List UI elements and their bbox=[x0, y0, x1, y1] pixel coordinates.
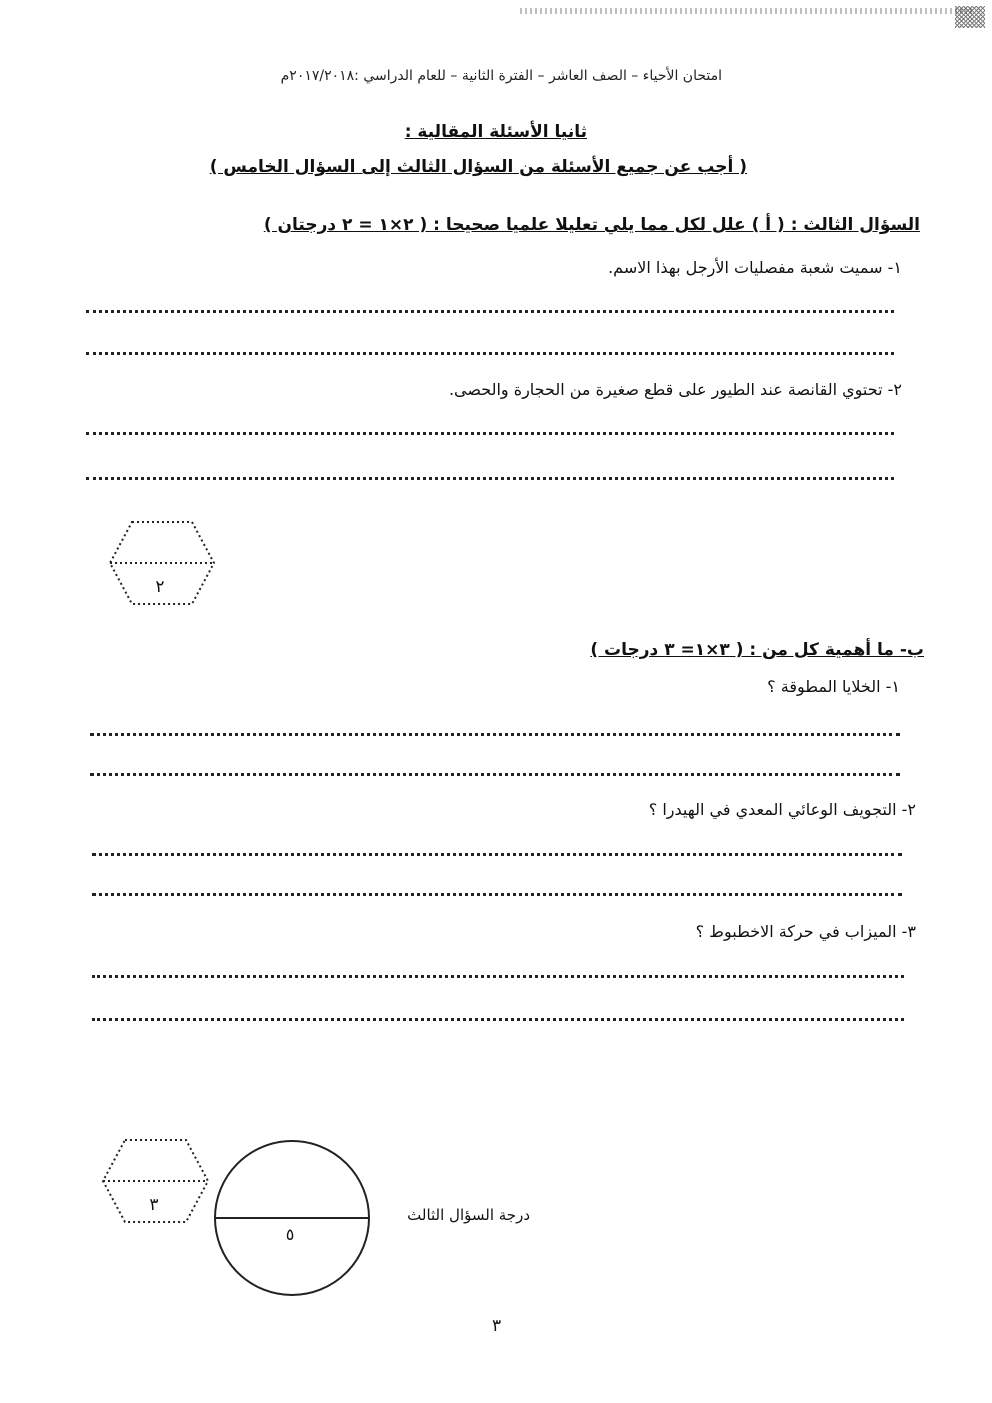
total-score: ٥ bbox=[285, 1225, 295, 1244]
total-score-label: درجة السؤال الثالث bbox=[407, 1206, 530, 1224]
scan-artifact-top bbox=[520, 8, 975, 14]
answer-line[interactable] bbox=[90, 733, 900, 736]
question3-b-item-2: ٢- التجويف الوعائي المعدي في الهيدرا ؟ bbox=[648, 800, 916, 819]
answer-line[interactable] bbox=[86, 352, 894, 355]
question3-a-item-1: ١- سميت شعبة مفصليات الأرجل بهذا الاسم. bbox=[608, 258, 902, 277]
part-b-score: ٣ bbox=[149, 1195, 159, 1215]
answer-line[interactable] bbox=[92, 853, 902, 856]
answer-line[interactable] bbox=[86, 432, 894, 435]
total-score-circle bbox=[210, 1136, 374, 1300]
section-instruction: ( أجب عن جميع الأسئلة من السؤال الثالث إلى السؤال الخامس ) bbox=[209, 157, 747, 177]
question3-b-item-3: ٣- الميزاب في حركة الاخطبوط ؟ bbox=[695, 922, 916, 941]
part-b-score-hexagon bbox=[100, 1136, 212, 1226]
part-a-score-hexagon bbox=[108, 518, 218, 608]
question3-b-item-1: ١- الخلايا المطوقة ؟ bbox=[767, 677, 900, 696]
page-number: ٣ bbox=[492, 1316, 502, 1336]
scan-artifact-corner bbox=[955, 6, 985, 28]
exam-header: امتحان الأحياء – الصف العاشر – الفترة الثانية – للعام الدراسي :٢٠١٧/٢٠١٨م bbox=[280, 68, 722, 84]
question3-a-item-2: ٢- تحتوي القانصة عند الطيور على قطع صغيرة من الحجارة والحصى. bbox=[448, 380, 902, 399]
part-a-score: ٢ bbox=[155, 577, 165, 597]
answer-line[interactable] bbox=[90, 773, 900, 776]
answer-line[interactable] bbox=[92, 1018, 904, 1021]
answer-line[interactable] bbox=[86, 310, 894, 313]
question3-part-a-heading: السؤال الثالث : ( أ ) علل لكل مما يلي تعليلا علميا صحيحا : ( ٢×١ = ٢ درجتان ) bbox=[263, 215, 920, 235]
answer-line[interactable] bbox=[92, 975, 904, 978]
question3-part-b-heading: ب- ما أهمية كل من : ( ٣×١= ٣ درجات ) bbox=[590, 640, 924, 660]
answer-line[interactable] bbox=[86, 477, 894, 480]
section-title: ثانيا الأسئلة المقالية : bbox=[404, 122, 587, 142]
answer-line[interactable] bbox=[92, 893, 902, 896]
